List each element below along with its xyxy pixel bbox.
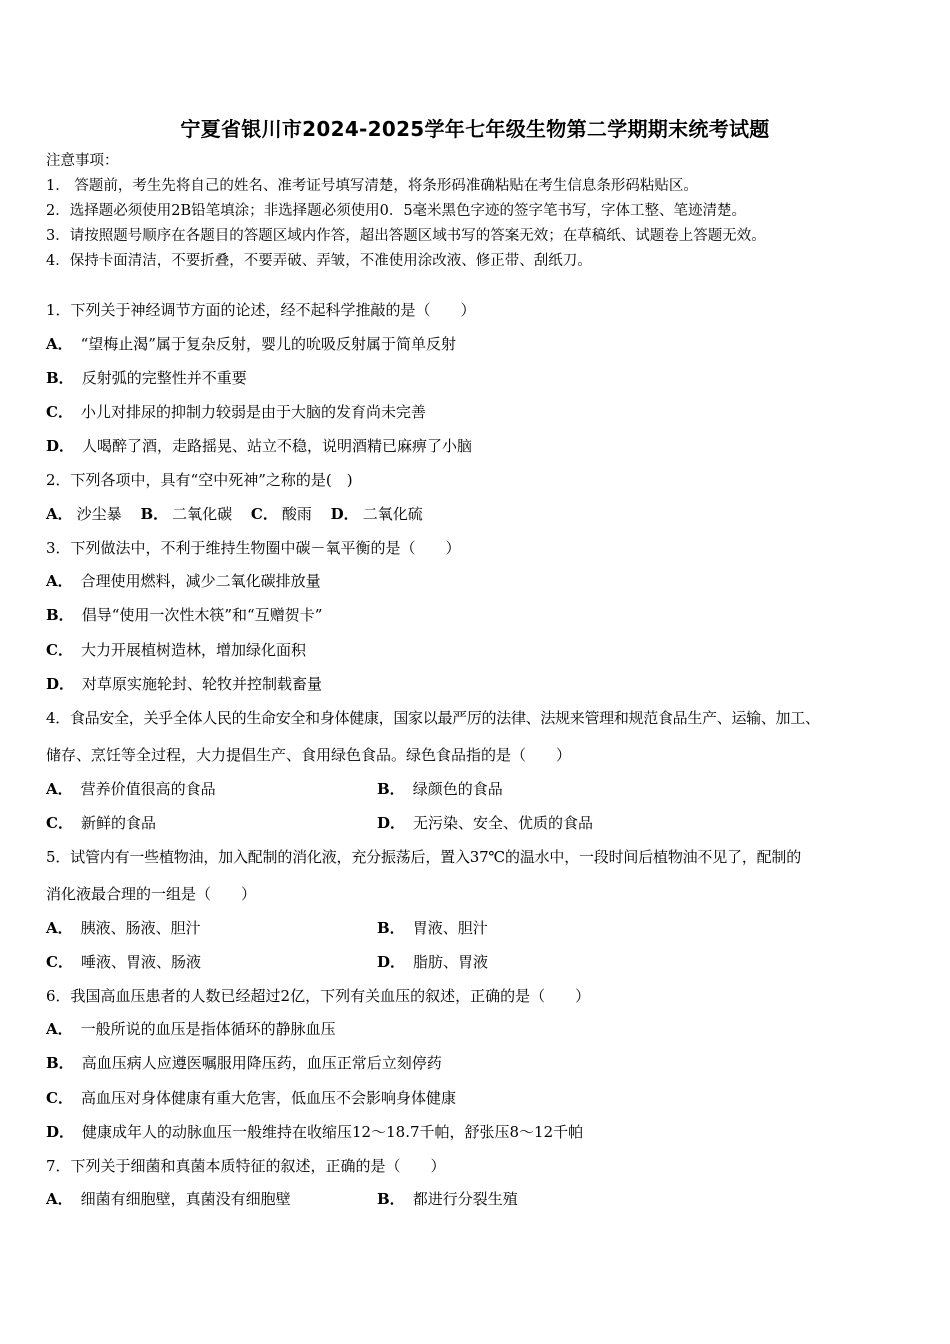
option-label: A．	[46, 572, 73, 590]
option-label: B．	[377, 919, 405, 937]
option-label: C．	[46, 403, 73, 421]
option-label: C．	[46, 953, 73, 971]
notice-item: 1． 答题前，考生先将自己的姓名、准考证号填写清楚，将条形码准确粘贴在考生信息条形码粘贴区。	[46, 178, 698, 194]
option-text: 二氧化碳	[172, 505, 233, 523]
option-label: D．	[46, 437, 75, 455]
notice-item: 4．保持卡面清洁，不要折叠，不要弄破、弄皱，不准使用涂改液、修正带、刮纸刀。	[46, 253, 592, 269]
option-text: 细菌有细胞壁，真菌没有细胞壁	[80, 1190, 291, 1208]
option-label: D．	[377, 953, 406, 971]
option-a[interactable]	[46, 505, 122, 523]
option-label: A．	[46, 505, 73, 523]
option-a[interactable]	[46, 334, 456, 354]
question-stem: 3．下列做法中，不利于维持生物圈中碳－氧平衡的是（ ）	[46, 539, 461, 557]
option-a[interactable]	[46, 918, 201, 938]
option-text: 唾液、胃液、肠液	[80, 953, 201, 971]
option-label: C．	[250, 505, 278, 523]
option-label: B．	[46, 369, 74, 387]
option-label: A．	[46, 780, 73, 798]
option-text: 酸雨	[281, 505, 312, 523]
option-d[interactable]	[46, 674, 322, 694]
option-b[interactable]	[140, 505, 232, 523]
option-text: 都进行分裂生殖	[412, 1190, 518, 1208]
option-text: 一般所说的血压是指体循环的静脉血压	[80, 1020, 336, 1038]
option-c[interactable]	[46, 1088, 456, 1108]
question-stem: 6．我国高血压患者的人数已经超过2亿，下列有关血压的叙述，正确的是（ ）	[46, 987, 591, 1005]
option-label: D．	[46, 1123, 75, 1141]
option-text: 二氧化硫	[362, 505, 423, 523]
option-label: C．	[46, 1089, 73, 1107]
option-text: 无污染、安全、优质的食品	[413, 814, 594, 832]
option-text: 高血压病人应遵医嘱服用降压药，血压正常后立刻停药	[81, 1054, 442, 1072]
option-row	[46, 504, 437, 524]
option-c[interactable]	[46, 813, 156, 833]
notice-item: 3．请按照题号顺序在各题目的答题区域内作答，超出答题区域书写的答案无效；在草稿纸、试题卷上答题无效。	[46, 228, 766, 244]
option-text: 新鲜的食品	[80, 814, 156, 832]
option-c[interactable]	[46, 952, 201, 972]
option-d[interactable]	[46, 436, 472, 456]
option-text: 对草原实施轮封、轮牧并控制载畜量	[82, 675, 323, 693]
option-b[interactable]	[377, 1189, 518, 1209]
question-stem: 2．下列各项中，具有“空中死神”之称的是( )	[46, 471, 353, 489]
option-label: D．	[330, 505, 359, 523]
option-label: D．	[377, 814, 406, 832]
option-d[interactable]	[377, 813, 593, 833]
question-stem: 4．食品安全，关乎全体人民的生命安全和身体健康，国家以最严厉的法律、法规来管理和规范食品生产、运输、加工、	[46, 709, 820, 727]
option-label: A．	[46, 335, 73, 353]
option-b[interactable]	[377, 779, 503, 799]
option-text: 健康成年人的动脉血压一般维持在收缩压12～18.7千帕，舒张压8～12千帕	[82, 1123, 584, 1141]
option-text: 绿颜色的食品	[412, 780, 503, 798]
question-stem: 7．下列关于细菌和真菌本质特征的叙述，正确的是（ ）	[46, 1157, 446, 1175]
option-label: A．	[46, 919, 73, 937]
option-d[interactable]	[377, 952, 488, 972]
option-label: B．	[46, 606, 74, 624]
option-label: A．	[46, 1020, 73, 1038]
option-text: 人喝醉了酒，走路摇晃、站立不稳，说明酒精已麻痹了小脑	[82, 437, 473, 455]
page-title: 宁夏省银川市2024-2025学年七年级生物第二学期期末统考试题	[180, 117, 770, 141]
option-text: 营养价值很高的食品	[80, 780, 216, 798]
question-stem: 5．试管内有一些植物油，加入配制的消化液，充分振荡后，置入37℃的温水中，一段时间后植物油不见了，配制的	[46, 848, 802, 866]
option-a[interactable]	[46, 571, 321, 591]
option-a[interactable]	[46, 1189, 291, 1209]
option-label: B．	[377, 780, 405, 798]
option-text: 高血压对身体健康有重大危害，低血压不会影响身体健康	[80, 1089, 456, 1107]
option-a[interactable]	[46, 779, 216, 799]
option-text: 脂肪、胃液	[413, 953, 489, 971]
option-label: D．	[46, 675, 75, 693]
option-label: A．	[46, 1190, 73, 1208]
option-b[interactable]	[377, 918, 488, 938]
notice-item: 2．选择题必须使用2B铅笔填涂；非选择题必须使用0．5毫米黑色字迹的签字笔书写，字体工整、笔迹清楚。	[46, 203, 747, 219]
option-c[interactable]	[46, 402, 426, 422]
option-c[interactable]	[46, 640, 306, 660]
option-text: 胃液、胆汁	[412, 919, 488, 937]
option-label: C．	[46, 641, 73, 659]
option-c[interactable]	[251, 505, 312, 523]
notice-heading: 注意事项：	[46, 153, 119, 169]
option-label: B．	[377, 1190, 405, 1208]
question-stem-continued: 消化液最合理的一组是（ ）	[46, 885, 257, 903]
option-b[interactable]	[46, 1053, 442, 1073]
option-a[interactable]	[46, 1019, 336, 1039]
option-text: “望梅止渴”属于复杂反射，婴儿的吮吸反射属于简单反射	[80, 335, 456, 353]
option-text: 大力开展植树造林，增加绿化面积	[80, 641, 306, 659]
option-b[interactable]	[46, 605, 322, 625]
option-d[interactable]	[331, 505, 423, 523]
question-stem: 1．下列关于神经调节方面的论述，经不起科学推敲的是（ ）	[46, 301, 476, 319]
option-text: 合理使用燃料，减少二氧化碳排放量	[80, 572, 321, 590]
option-text: 胰液、肠液、胆汁	[80, 919, 201, 937]
option-text: 反射弧的完整性并不重要	[81, 369, 247, 387]
question-stem-continued: 储存、烹饪等全过程，大力提倡生产、食用绿色食品。绿色食品指的是（ ）	[46, 746, 572, 764]
option-text: 小儿对排尿的抑制力较弱是由于大脑的发育尚未完善	[80, 403, 426, 421]
option-label: B．	[140, 505, 169, 523]
option-label: C．	[46, 814, 73, 832]
option-b[interactable]	[46, 368, 247, 388]
option-text: 沙尘暴	[76, 505, 122, 523]
option-d[interactable]	[46, 1122, 583, 1142]
option-text: 倡导“使用一次性木筷”和“互赠贺卡”	[81, 606, 323, 624]
option-label: B．	[46, 1054, 74, 1072]
